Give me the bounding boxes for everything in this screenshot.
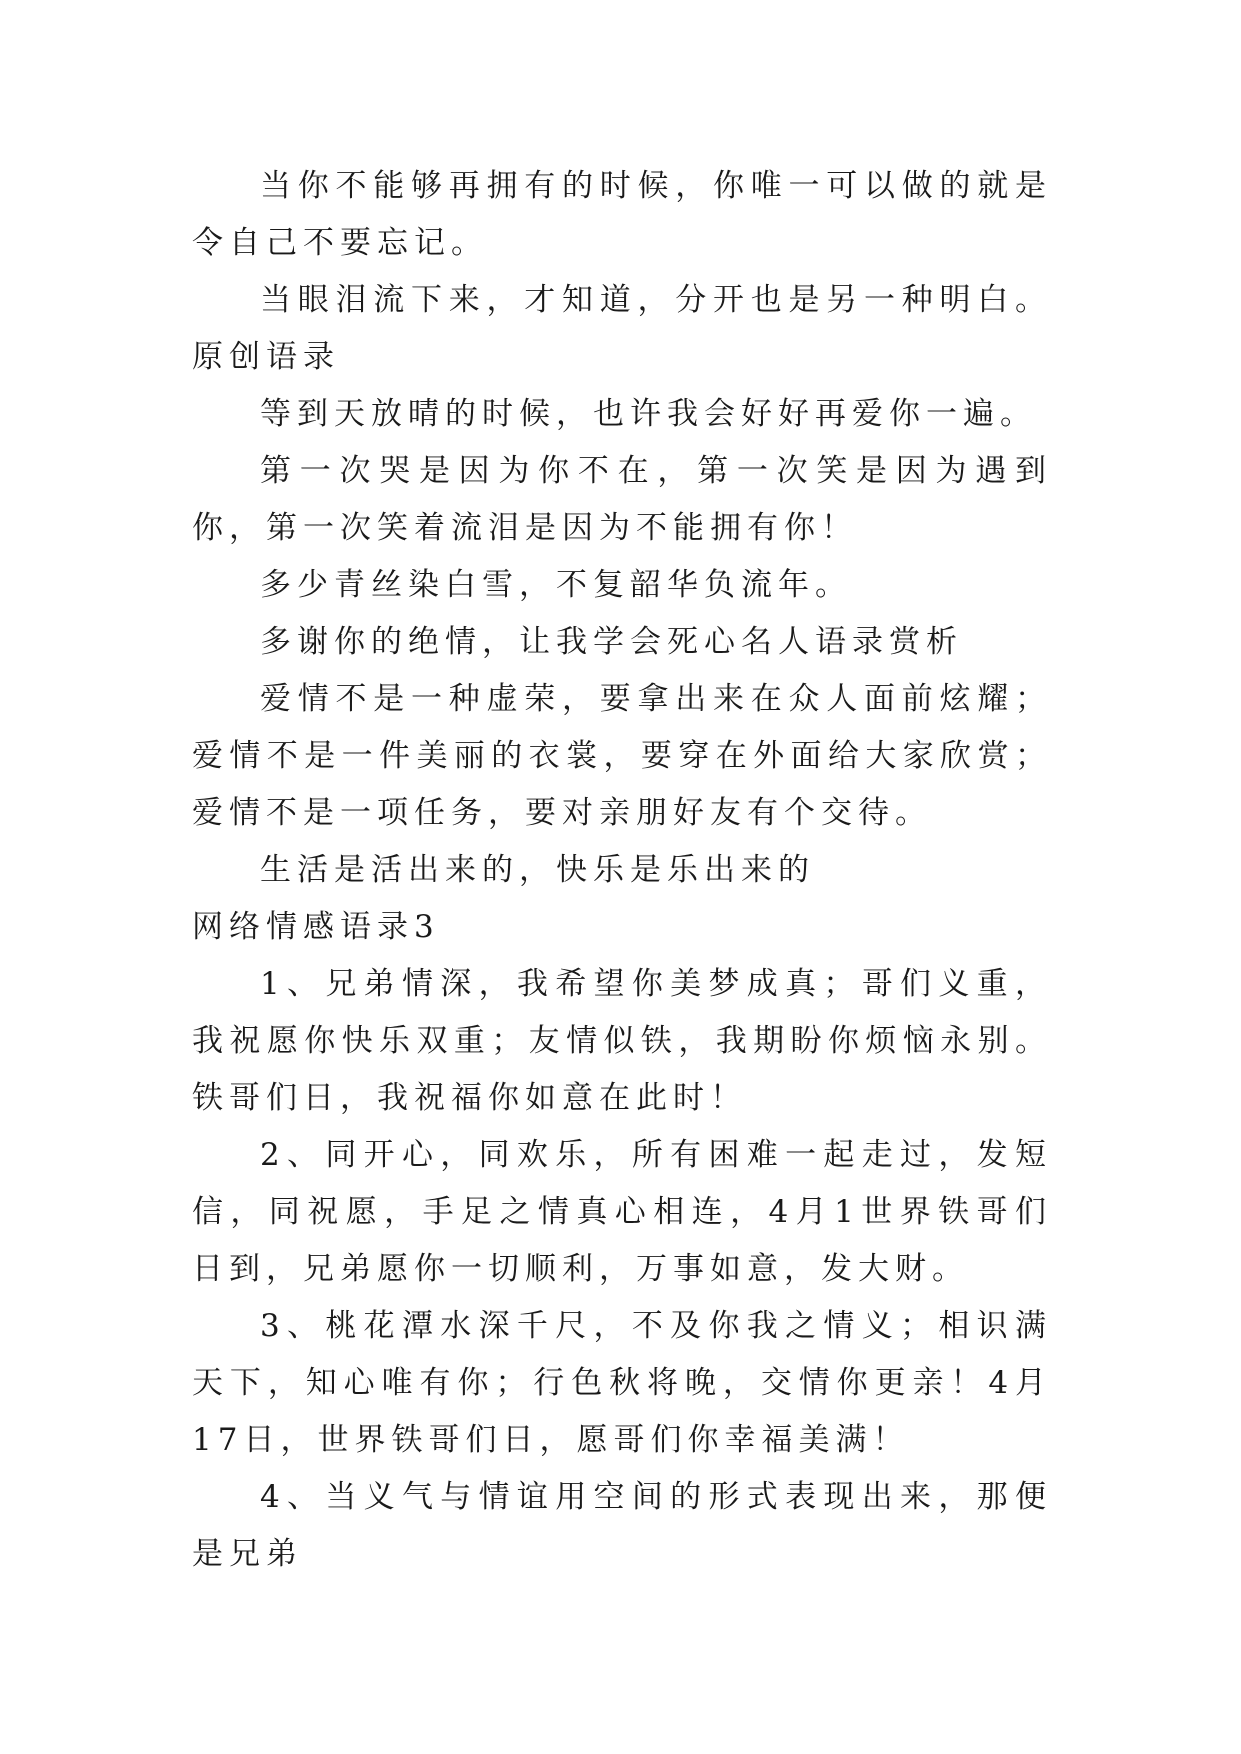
paragraph: 多少青丝染白雪，不复韶华负流年。: [260, 567, 852, 603]
paragraph: 2、同开心，同欢乐，所有困难一起走过，发短信，同祝愿，手足之情真心相连，4月1世界铁哥们日到，兄弟愿你一切顺利，万事如意，发大财。: [192, 1137, 1052, 1287]
paragraph: 4、当义气与情谊用空间的形式表现出来，那便是兄弟: [192, 1479, 1052, 1572]
paragraph: 第一次哭是因为你不在，第一次笑是因为遇到你，第一次笑着流泪是因为不能拥有你！: [192, 453, 1052, 546]
paragraph: 当你不能够再拥有的时候，你唯一可以做的就是令自己不要忘记。: [192, 168, 1052, 261]
document-body: [192, 158, 1052, 1583]
paragraph: 等到天放晴的时候，也许我会好好再爱你一遍。: [260, 396, 1037, 432]
paragraph: 3、桃花潭水深千尺，不及你我之情义；相识满天下，知心唯有你；行色秋将晚，交情你更亲！4月17日，世界铁哥们日，愿哥们你幸福美满！: [192, 1308, 1052, 1458]
paragraph: 多谢你的绝情，让我学会死心名人语录赏析: [260, 624, 963, 660]
paragraph: 当眼泪流下来，才知道，分开也是另一种明白。原创语录: [192, 282, 1052, 375]
paragraph: 生活是活出来的，快乐是乐出来的: [260, 852, 815, 888]
paragraph: 1、兄弟情深，我希望你美梦成真；哥们义重，我祝愿你快乐双重；友情似铁，我期盼你烦恼永别。铁哥们日，我祝福你如意在此时！: [192, 966, 1052, 1116]
section-heading: 网络情感语录3: [192, 909, 440, 945]
paragraph: 爱情不是一种虚荣，要拿出来在众人面前炫耀；爱情不是一件美丽的衣裳，要穿在外面给大家欣赏；爱情不是一项任务，要对亲朋好友有个交待。: [192, 681, 1052, 831]
